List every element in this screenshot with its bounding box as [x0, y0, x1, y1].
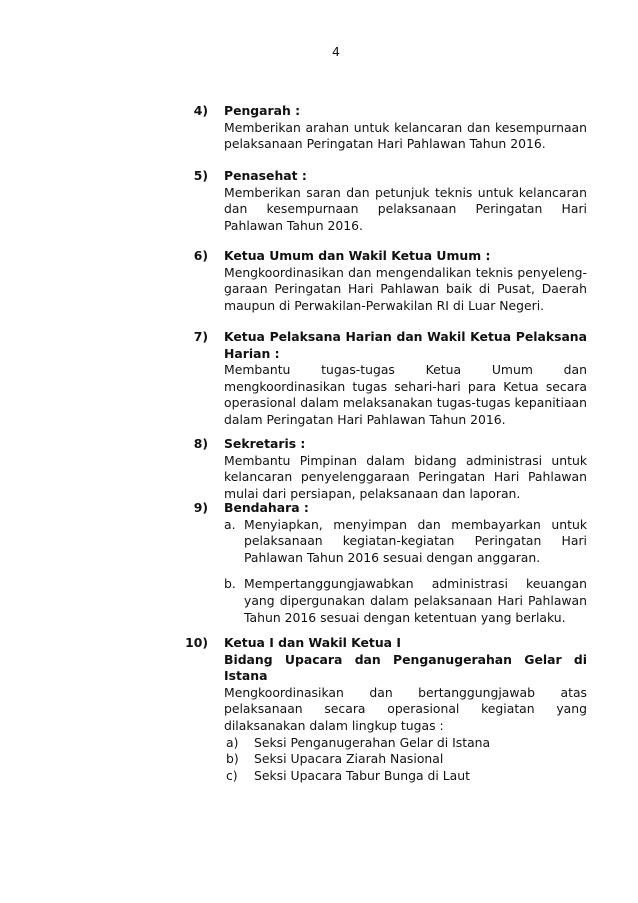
sub-item-text: Menyiapkan, menyimpan dan membayarkan untuk pelaksanaan kegiatan-kegiatan Peringatan Hari Pahlawan Tahun 2016 sesuai dengan anggaran.	[244, 516, 587, 565]
sub-item	[224, 576, 587, 626]
list-item-text: Seksi Penganugerahan Gelar di Istana	[254, 734, 491, 750]
item-description: Mengkoordinasikan dan mengendalikan teknis penyeleng-garaan Peringatan Hari Pahlawan baik di Pusat, Daerah maupun di Perwakilan-Perwakilan RI di Luar Negeri.	[224, 264, 587, 313]
item-description: Mengkoordinasikan dan bertanggungjawab atas pelaksanaan secara operasional kegiatan yang dilaksanakan dalam lingkup tugas :	[224, 684, 587, 733]
sub-item-marker: b.	[224, 576, 236, 592]
item-title: Ketua Umum dan Wakil Ketua Umum :	[224, 248, 491, 263]
list-item	[224, 735, 587, 752]
list-item-marker: c)	[226, 767, 238, 783]
page-number: 4	[332, 44, 340, 59]
item-title: Ketua Pelaksana Harian dan Wakil Ketua Pelaksana Harian :	[224, 329, 587, 361]
sub-item-text: Mempertanggungjawabkan administrasi keuangan yang dipergunakan dalam pelaksanaan Hari Pahlawan Tahun 2016 sesuai dengan ketentuan yang berlaku.	[244, 576, 587, 625]
item-number: 5)	[193, 168, 208, 183]
item-title: Pengarah :	[224, 103, 301, 118]
item-subtitle: Bidang Upacara dan Penganugerahan Gelar di Istana	[224, 651, 587, 684]
list-item-text: Seksi Upacara Ziarah Nasional	[254, 751, 444, 767]
item-number: 7)	[193, 329, 208, 344]
item-number: 10)	[185, 635, 208, 650]
item-title: Bendahara :	[224, 500, 309, 515]
item-title: Penasehat :	[224, 168, 307, 183]
list-item	[224, 768, 587, 785]
list-item-text: Seksi Upacara Tabur Bunga di Laut	[254, 767, 470, 783]
list-item-marker: a)	[226, 734, 239, 750]
item-title: Sekretaris :	[224, 436, 306, 451]
item-number: 9)	[193, 500, 208, 515]
item-number: 4)	[193, 103, 208, 118]
sub-item-marker: a.	[224, 516, 236, 532]
item-number: 8)	[193, 436, 208, 451]
list-item-marker: b)	[226, 751, 239, 767]
item-description: Memberikan arahan untuk kelancaran dan kesempurnaan pelaksanaan Peringatan Hari Pahlawan Tahun 2016.	[224, 119, 587, 152]
item-description: Memberikan saran dan petunjuk teknis untuk kelancaran dan kesempurnaan pelaksanaan Peringatan Hari Pahlawan Tahun 2016.	[224, 184, 587, 233]
list-item	[224, 751, 587, 768]
sub-item	[224, 517, 587, 567]
item-number: 6)	[193, 248, 208, 263]
item-description: Membantu tugas-tugas Ketua Umum dan mengkoordinasikan tugas sehari-hari para Ketua secara operasional dalam melaksanakan tugas-tugas kepanitiaan dalam Peringatan Hari Pahlawan Tahun 2016.	[224, 362, 587, 427]
item-description: Membantu Pimpinan dalam bidang administrasi untuk kelancaran penyelenggaraan Peringatan Hari Pahlawan mulai dari persiapan, pelaksanaan dan laporan.	[224, 452, 587, 501]
item-title: Ketua I dan Wakil Ketua I	[224, 635, 401, 650]
